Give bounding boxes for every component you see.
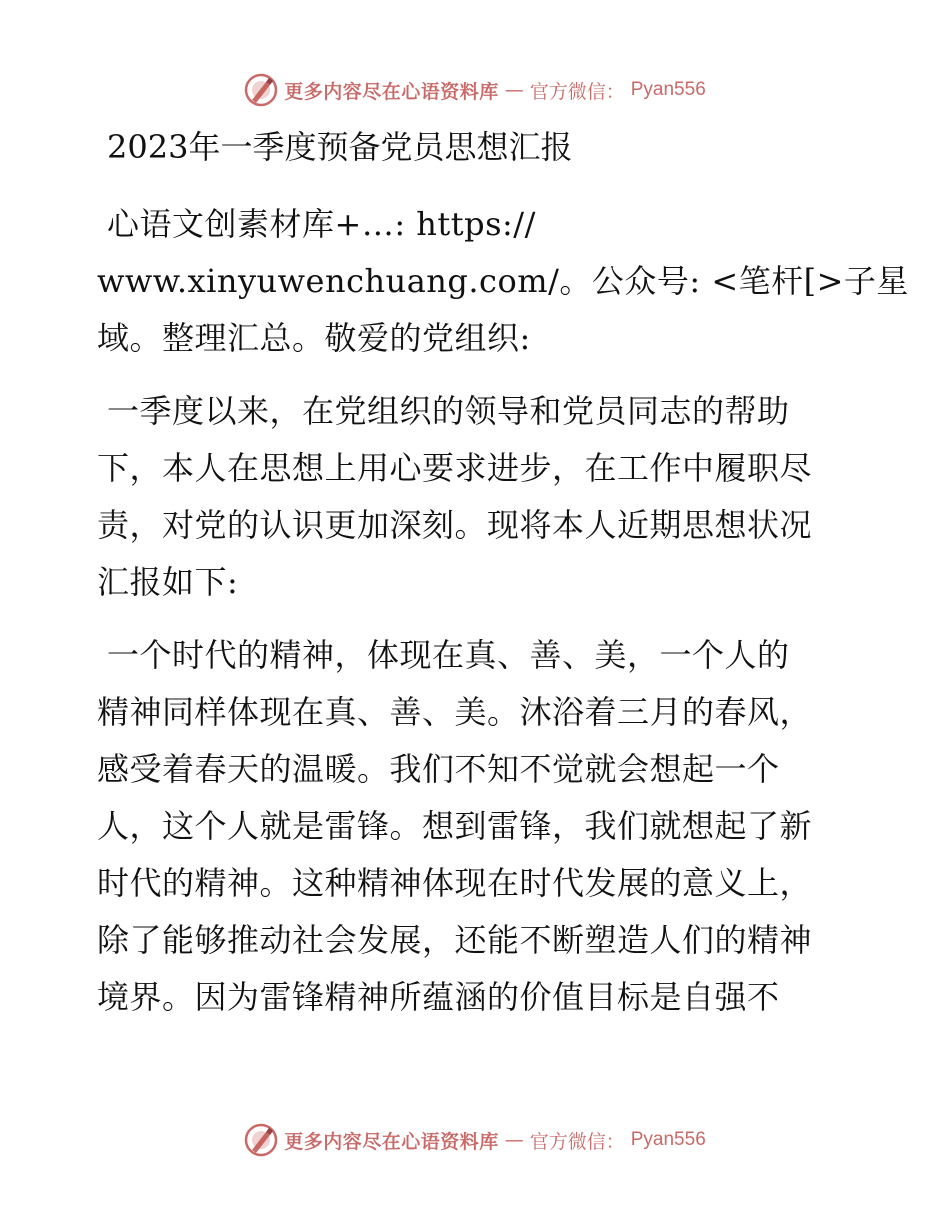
- paragraph-line: 精神同样体现在真、善、美。沐浴着三月的春风，: [97, 693, 813, 731]
- paragraph-line: 时代的精神。这种精神体现在时代发展的意义上，: [97, 864, 813, 902]
- paragraph-line: 责，对党的认识更加深刻。现将本人近期思想状况: [97, 506, 813, 544]
- paragraph-line: www.xinyuwenchuang.com/。公众号: <笔杆[>子星: [97, 262, 909, 300]
- paragraph-leifeng-spirit: [97, 627, 857, 1026]
- paragraph-line: 一季度以来，在党组织的领导和党员同志的帮助: [107, 392, 790, 430]
- pen-logo-icon: [244, 73, 278, 107]
- paragraph-overview: [97, 383, 857, 611]
- paragraph-line: 一个时代的精神，体现在真、善、美，一个人的: [107, 636, 790, 674]
- watermark-wechat-id: Pyan556: [630, 79, 706, 100]
- header-watermark: [0, 70, 950, 110]
- paragraph-line: 域。整理汇总。敬爱的党组织:: [97, 319, 531, 357]
- watermark-wechat-label: 官方微信：: [529, 1130, 625, 1153]
- document-body: [97, 120, 909, 1026]
- watermark-dash: —: [504, 1129, 524, 1151]
- paragraph-line: 除了能够推动社会发展，还能不断塑造人们的精神: [97, 921, 813, 959]
- pen-logo-icon: [244, 1123, 278, 1157]
- document-title: 2023年一季度预备党员思想汇报: [107, 128, 573, 166]
- watermark-dash: —: [504, 79, 524, 101]
- paragraph-line: 人，这个人就是雷锋。想到雷锋，我们就想起了新: [97, 807, 813, 845]
- paragraph-intro: [97, 196, 909, 367]
- watermark-promo-text: 更多内容尽在心语资料库: [284, 1130, 499, 1153]
- paragraph-line: 汇报如下:: [97, 563, 239, 601]
- paragraph-line: 感受着春天的温暖。我们不知不觉就会想起一个: [97, 750, 780, 788]
- paragraph-line: 心语文创素材库+…: https://: [107, 205, 536, 243]
- footer-watermark: [0, 1120, 950, 1160]
- watermark-wechat-id: Pyan556: [630, 1129, 706, 1150]
- paragraph-line: 下，本人在思想上用心要求进步，在工作中履职尽: [97, 449, 813, 487]
- paragraph-line: 境界。因为雷锋精神所蕴涵的价值目标是自强不: [97, 978, 780, 1016]
- watermark-wechat-label: 官方微信：: [529, 80, 625, 103]
- watermark-promo-text: 更多内容尽在心语资料库: [284, 80, 499, 103]
